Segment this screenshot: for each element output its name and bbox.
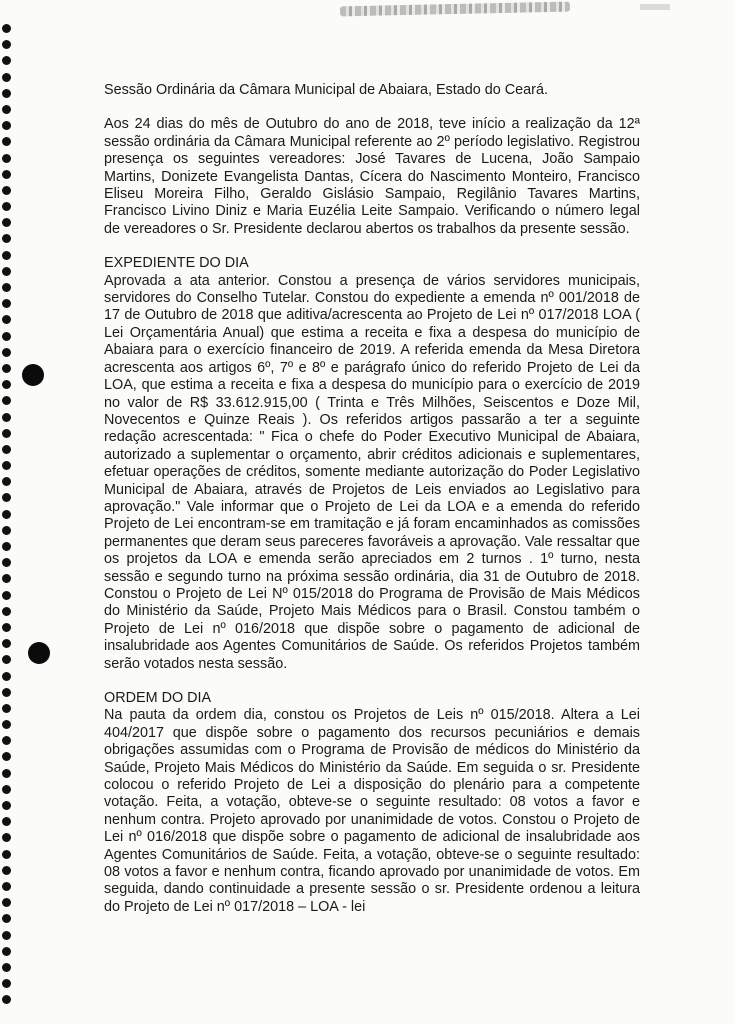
intro-paragraph: Aos 24 dias do mês de Outubro do ano de 2018, teve início a realização da 12ª sessão ordinária da Câmara Municipal referente ao 2º período legislativo. Registrou presença os seguintes vereadores: José Tavares de Lucena, João Sampaio Martins, Donizete Evangelista Dantas, Cícera do Nascimento Monteiro, Francisco Eliseu Moreira Filho, Geraldo Gislásio Sampaio, Regilânio Tavares Martins, Francisco Livino Diniz e Maria Euzélia Leite Sampaio. Verificando o número legal de vereadores o Sr. Presidente declarou abertos os trabalhos da presente sessão. bbox=[104, 116, 640, 237]
perforation-hole bbox=[2, 364, 11, 373]
perforation-hole bbox=[2, 105, 11, 114]
perforation-hole bbox=[2, 574, 11, 583]
perforation-hole bbox=[2, 154, 11, 163]
perforation-hole bbox=[2, 914, 11, 923]
expediente-paragraph: Aprovada a ata anterior. Constou a presença de vários servidores municipais, servidores do Conselho Tutelar. Constou do expediente a emenda nº 001/2018 de 17 de Outubro de 2018 que aditiva/acrescenta ao Projeto de Lei nº 017/2018 LOA ( Lei Orçamentária Anual) que estima a receita e fixa a despesa do município de Abaiara para o exercício financeiro de 2019. A referida emenda da Mesa Diretora acrescenta aos artigos 6º, 7º e 8º e parágrafo único do referido Projeto de Lei da LOA, que estima a receita e fixa a despesa do município para o exercício de 2019 no valor de R$ 33.612.915,00 ( Trinta e Três Milhões, Seiscentos e Doze Mil, Novecentos e Quinze Reais ). Os referidos artigos passarão a ter a seguinte redação acrescentada: " Fica o chefe do Poder Executivo Municipal de Abaiara, autorizado a suplementar o orçamento, abrir créditos adicionais e suplementares, efetuar operações de créditos, somente mediante autorização do Poder Legislativo Municipal de Abaiara, através de Projetos de Leis enviados ao Legislativo para aprovação." Vale informar que o Projeto de Lei da LOA e a emenda do referido Projeto de Lei encontram-se em tramitação e já foram encaminhados as comissões permanentes que deram seus pareceres favoráveis a aprovação. Vale ressaltar que os projetos da LOA e emenda serão apreciados em 2 turnos . 1º turno, nesta sessão e segundo turno na próxima sessão ordinária, dia 31 de Outubro de 2018. Constou o Projeto de Lei Nº 015/2018 do Programa de Provisão de Mais Médicos do Ministério da Saúde, Projeto Mais Médicos para o Brasil. Constou também o Projeto de Lei nº 016/2018 que dispõe sobre o pagamento de adicional de insalubridade aos Agentes Comunitários de Saúde. Os referidos Projetos também serão votados nesta sessão. bbox=[104, 272, 640, 672]
perforation-hole bbox=[2, 170, 11, 179]
perforation-hole bbox=[2, 137, 11, 146]
perforation-hole bbox=[2, 445, 11, 454]
perforation-hole bbox=[2, 833, 11, 842]
perforation-hole bbox=[2, 461, 11, 470]
perforation-hole bbox=[2, 510, 11, 519]
perforation-hole bbox=[2, 477, 11, 486]
perforation-hole bbox=[2, 542, 11, 551]
perforation-hole bbox=[2, 267, 11, 276]
ordem-heading: ORDEM DO DIA bbox=[104, 690, 212, 706]
perforation-hole bbox=[2, 898, 11, 907]
perforation-hole bbox=[2, 688, 11, 697]
perforation-hole bbox=[2, 73, 11, 82]
perforation-hole bbox=[2, 720, 11, 729]
perforation-hole bbox=[2, 218, 11, 227]
perforation-hole bbox=[2, 315, 11, 324]
perforation-hole bbox=[2, 995, 11, 1004]
perforation-hole bbox=[2, 639, 11, 648]
perforation-hole bbox=[2, 850, 11, 859]
perforation-hole bbox=[2, 332, 11, 341]
perforation-hole bbox=[2, 348, 11, 357]
document-title: Sessão Ordinária da Câmara Municipal de Abaiara, Estado do Ceará. bbox=[104, 82, 548, 98]
perforation-hole bbox=[2, 24, 11, 33]
perforation-hole bbox=[2, 882, 11, 891]
perforation-hole bbox=[2, 186, 11, 195]
perforation-hole bbox=[2, 769, 11, 778]
perforation-hole bbox=[2, 979, 11, 988]
perforation-hole bbox=[2, 283, 11, 292]
perforation-hole bbox=[2, 623, 11, 632]
perforation-hole bbox=[2, 817, 11, 826]
perforation-hole bbox=[2, 413, 11, 422]
perforation-hole bbox=[2, 558, 11, 567]
perforation-hole bbox=[2, 736, 11, 745]
perforation-hole bbox=[2, 963, 11, 972]
perforation-hole bbox=[2, 234, 11, 243]
perforation-hole bbox=[2, 89, 11, 98]
perforation-hole bbox=[2, 947, 11, 956]
perforation-hole bbox=[2, 251, 11, 260]
perforation-hole bbox=[2, 121, 11, 130]
perforation-strip bbox=[2, 24, 16, 1011]
scan-artifact bbox=[340, 2, 570, 17]
perforation-hole bbox=[2, 655, 11, 664]
perforation-hole bbox=[2, 526, 11, 535]
perforation-hole bbox=[2, 866, 11, 875]
perforation-hole bbox=[2, 752, 11, 761]
expediente-heading: EXPEDIENTE DO DIA bbox=[104, 255, 249, 272]
perforation-hole bbox=[2, 704, 11, 713]
perforation-hole bbox=[2, 202, 11, 211]
perforation-hole bbox=[2, 785, 11, 794]
perforation-hole bbox=[2, 56, 11, 65]
perforation-hole bbox=[2, 429, 11, 438]
binder-hole bbox=[22, 364, 44, 386]
scan-artifact bbox=[640, 4, 670, 10]
binder-hole bbox=[28, 642, 50, 664]
perforation-hole bbox=[2, 299, 11, 308]
perforation-hole bbox=[2, 931, 11, 940]
perforation-hole bbox=[2, 380, 11, 389]
perforation-hole bbox=[2, 591, 11, 600]
perforation-hole bbox=[2, 607, 11, 616]
perforation-hole bbox=[2, 672, 11, 681]
perforation-hole bbox=[2, 40, 11, 49]
perforation-hole bbox=[2, 493, 11, 502]
document-body bbox=[104, 82, 640, 916]
ordem-paragraph: Na pauta da ordem dia, constou os Projetos de Leis nº 015/2018. Altera a Lei 404/2017 que dispõe sobre o pagamento dos recursos pecuniários e demais obrigações assumidas com o Programa de Provisão de médicos do Ministério da Saúde, Projeto Mais Médicos do Ministério da Saúde. Em seguida o sr. Presidente colocou o referido Projeto de Lei a disposição do plenário para a competente votação. Feita, a votação, obteve-se o seguinte resultado: 08 votos a favor e nenhum contra. Projeto aprovado por unanimidade de votos. Constou o Projeto de Lei nº 016/2018 que dispõe sobre o pagamento de adicional de insalubridade aos Agentes Comunitários de Saúde. Feita, a votação, obteve-se o seguinte resultado: 08 votos a favor e nenhum contra, ficando aprovado por unanimidade de votos. Em seguida, dando continuidade a presente sessão o sr. Presidente ordenou a leitura do Projeto de Lei nº 017/2018 – LOA - lei bbox=[104, 707, 640, 915]
perforation-hole bbox=[2, 801, 11, 810]
perforation-hole bbox=[2, 396, 11, 405]
